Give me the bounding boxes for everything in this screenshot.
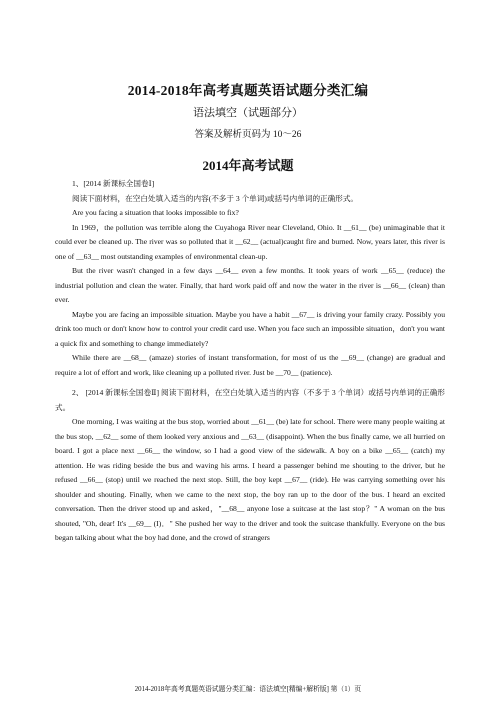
document-body bbox=[55, 177, 445, 546]
section-1-paragraph: But the river wasn't changed in a few days __64__ even a few months. It took years of work __65__ (reduce) the industrial pollution and clean the water. Finally, that hard work paid off and now the water in the river is __66__ (clean) than ever. bbox=[55, 266, 445, 304]
section-1-paragraph: While there are __68__ (amaze) stories of instant transformation, for most of us the __69__ (change) are gradual and require a lot of effort and work, like cleaning up a polluted river. Just be __70__ (patience). bbox=[55, 353, 445, 377]
section-2-paragraph: One morning, I was waiting at the bus stop, worried about __61__ (be) late for school. There were many people waiting at the bus stop, __62__ some of them looked very anxious and __63__ (disappoint). When the bus finally came, we all hurried on board. I got a place next __66__ the window, so I had a good view of the sidewalk. A boy on a bike __65__ (catch) my attention. He was riding beside the bus and waving his arms. I heard a passenger behind me shouting to the driver, but he refused __66__ (stop) until we reached the next stop. Still, the boy kept __67__ (ride). He was carrying something over his shoulder and shouting. Finally, when we came to the next stop, the boy ran up to the door of the bus. I heard an excited conversation. Then the driver stood up and asked，"__68__ anyone lose a suitcase at the last stop？" A woman on the bus shouted, "Oh, dear! It's __69__ (I)．" She pushed her way to the driver and took the suitcase thankfully. Everyone on the bus began talking about what the boy had done, and the crowd of strangers bbox=[55, 417, 445, 542]
document-subtitle: 语法填空（试题部分） bbox=[193, 107, 303, 119]
section-1-paragraph: Maybe you are facing an impossible situation. Maybe you have a habit __67__ is driving your family crazy. Possibly you drink too much or don't know how to control your credit card use. When you face such an impossible situation，don't you want a quick fix and something to change immediately? bbox=[55, 309, 445, 348]
section-1-paragraph: Are you facing a situation that looks impossible to fix? bbox=[72, 208, 239, 217]
year-heading: 2014年高考试题 bbox=[202, 158, 294, 173]
section-2-header: 2、 [2014 新课标全国卷Ⅱ] 阅读下面材料，在空白处填入适当的内容（不多于 3 个单词）或括号内单词的正确形式。 bbox=[55, 388, 445, 412]
answer-page-note: 答案及解析页码为 10～26 bbox=[194, 130, 302, 140]
section-1-header: 1、[2014 新课标全国卷Ⅰ] bbox=[72, 179, 155, 188]
section-1-instruction: 阅读下面材料，在空白处填入适当的内容(不多于 3 个单词)或括号内单词的正确形式。 bbox=[72, 193, 359, 203]
page-footer: 2014-2018年高考真题英语试题分类汇编：语法填空[精编+解析版] 第（1）页 bbox=[134, 686, 362, 693]
section-1-paragraph: In 1969，the pollution was terrible along the Cuyahoga River near Cleveland, Ohio. It __61__ (be) unimaginable that it could ever be cleaned up. The river was so polluted that it __62__ (actual)caught fire and burned. Now, years later, this river is one of __63__ most outstanding examples of environmental clean-up. bbox=[55, 222, 445, 261]
document-title: 2014-2018年高考真题英语试题分类汇编 bbox=[127, 83, 369, 98]
